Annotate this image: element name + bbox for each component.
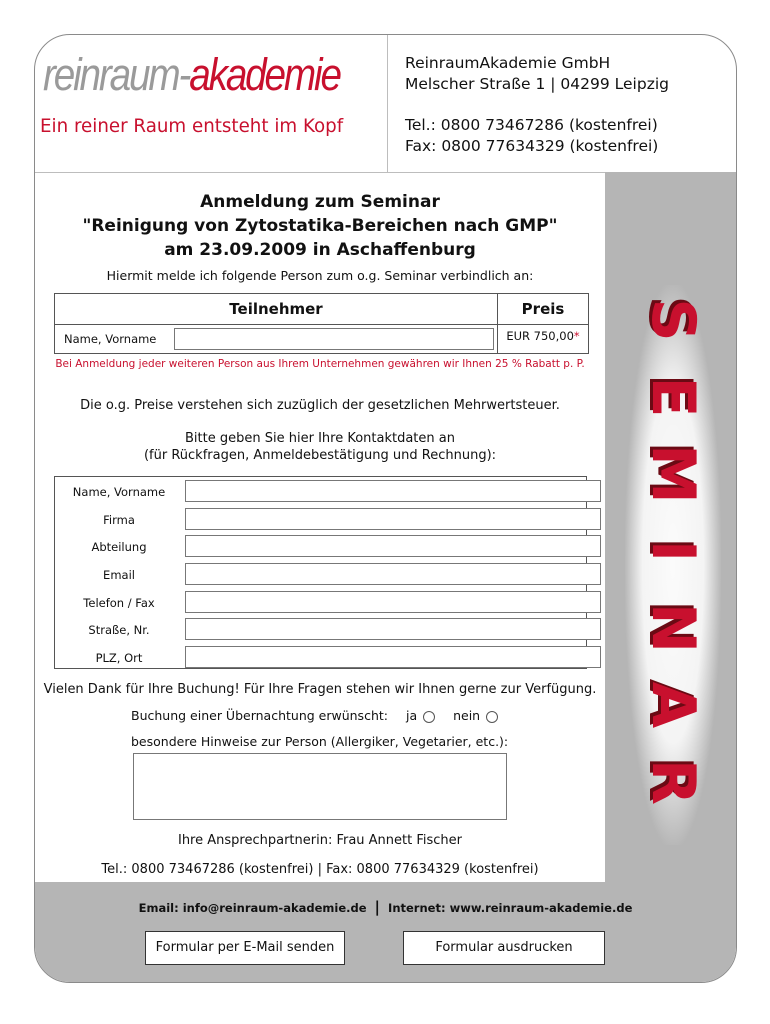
department-input[interactable] [185, 535, 601, 557]
contact-intro-2: (für Rückfragen, Anmeldebestätigung und Rechnung): [143, 448, 497, 463]
col-participant-header: Teilnehmer [55, 294, 498, 325]
contact-fields [54, 476, 587, 669]
seminar-letter: A [638, 681, 708, 729]
footer-band [35, 882, 736, 982]
slogan: Ein reiner Raum entsteht im Kopf [40, 115, 344, 137]
footer-links [35, 898, 736, 916]
price-cell [498, 325, 589, 354]
overnight-row [131, 708, 498, 723]
print-form-button[interactable]: Formular ausdrucken [403, 931, 605, 965]
footer-separator: | [374, 898, 381, 916]
thanks-text: Vielen Dank für Ihre Buchung! Für Ihre Fragen stehen wir Ihnen gerne zur Verfügung. [43, 682, 597, 697]
contact-label: Email [103, 568, 135, 582]
street-input[interactable] [185, 618, 601, 640]
email-input[interactable] [185, 563, 601, 585]
participant-name-input[interactable] [174, 328, 494, 350]
title-line-1: Anmeldung zum Seminar [200, 192, 440, 212]
contact-row-street [55, 616, 586, 643]
footer-internet[interactable]: Internet: www.reinraum-akademie.de [388, 901, 633, 915]
overnight-label: Buchung einer Übernachtung erwünscht: [131, 708, 388, 723]
contact-label: Name, Vorname [72, 485, 166, 499]
header-divider [387, 35, 388, 172]
logo-part-red: akademie [189, 49, 340, 100]
footer-email[interactable]: Email: info@reinraum-akademie.de [138, 901, 367, 915]
discount-note: Bei Anmeldung jeder weiteren Person aus Ihrem Unternehmen gewähren wir Ihnen 25 % Rabatt p. P. [55, 358, 585, 370]
logo-wordmark [43, 49, 340, 101]
title-line-3: am 23.09.2009 in Aschaffenburg [164, 240, 476, 260]
contact-row-city [55, 644, 586, 671]
contact-label: Straße, Nr. [88, 623, 150, 637]
seminar-letter: R [638, 758, 708, 806]
send-email-button[interactable]: Formular per E-Mail senden [145, 931, 345, 965]
contact-row-department [55, 533, 586, 560]
company-tel: Tel.: 0800 73467286 (kostenfrei) [405, 116, 658, 134]
contact-row-phone [55, 589, 586, 616]
company-input[interactable] [185, 508, 601, 530]
participant-name-label: Name, Vorname [64, 332, 157, 346]
name-input[interactable] [185, 480, 601, 502]
phone-fax-input[interactable] [185, 591, 601, 613]
company-name: ReinraumAkademie GmbH [405, 54, 611, 72]
seminar-letter: E [638, 376, 708, 418]
contact-row-name [55, 478, 586, 505]
overnight-yes-label: ja [405, 708, 418, 723]
col-price-header: Preis [498, 294, 589, 325]
seminar-vertical-label [625, 285, 721, 845]
seminar-letter: M [638, 444, 708, 504]
contact-label: Abteilung [91, 540, 147, 554]
contact-label: Telefon / Fax [83, 596, 155, 610]
form-frame [34, 34, 737, 983]
contact-row-company [55, 506, 586, 533]
notes-textarea[interactable] [133, 753, 507, 820]
price-asterisk: * [573, 329, 580, 343]
contact-label: Firma [103, 513, 135, 527]
zip-city-input[interactable] [185, 646, 601, 668]
title-line-2: "Reinigung von Zytostatika-Bereichen nach GMP" [82, 216, 558, 236]
contact-person: Ihre Ansprechpartnerin: Frau Annett Fischer [177, 833, 463, 848]
logo [35, 35, 387, 172]
contact-phone: Tel.: 0800 73467286 (kostenfrei) | Fax: 0800 77634329 (kostenfrei) [101, 862, 539, 877]
seminar-letter: N [638, 602, 708, 654]
contact-intro-1: Bitte geben Sie hier Ihre Kontaktdaten an [185, 431, 455, 446]
header-bottom-rule [35, 172, 605, 173]
participant-row [55, 325, 498, 354]
seminar-letter: S [638, 298, 708, 342]
contact-row-email [55, 561, 586, 588]
company-fax: Fax: 0800 77634329 (kostenfrei) [405, 137, 659, 155]
contact-label: PLZ, Ort [95, 651, 143, 665]
overnight-no-label: nein [453, 708, 481, 723]
notes-label: besondere Hinweise zur Person (Allergiker, Vegetarier, etc.): [131, 734, 509, 749]
overnight-no-radio[interactable] [486, 711, 498, 723]
vat-note: Die o.g. Preise verstehen sich zuzüglich der gesetzlichen Mehrwertsteuer. [80, 398, 560, 413]
participant-table [54, 293, 589, 354]
price-value: EUR 750,00 [506, 329, 574, 343]
company-address: Melscher Straße 1 | 04299 Leipzig [405, 75, 669, 93]
logo-part-grey: reinraum- [43, 49, 190, 100]
overnight-yes-radio[interactable] [423, 711, 435, 723]
intro-text: Hiermit melde ich folgende Person zum o.g. Seminar verbindlich an: [106, 268, 534, 283]
seminar-letter: I [638, 539, 708, 563]
